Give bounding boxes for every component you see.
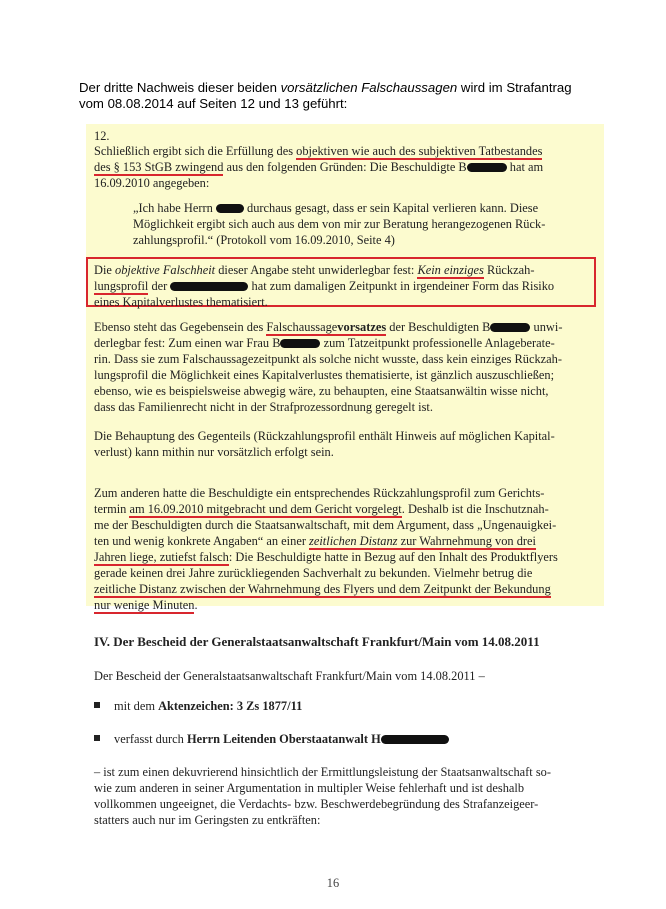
text: ten und wenig konkrete Angaben“ an einer [94, 534, 310, 548]
redaction-mark [490, 323, 530, 332]
text: Rückzah- [483, 263, 535, 277]
text: dieser Angabe steht unwiderlegbar fest: [215, 263, 418, 277]
highlight-underline: lungsprofil [94, 279, 149, 293]
text: verfasst durch [114, 732, 187, 746]
quote-paragraph-4 [94, 485, 597, 613]
text: Die Behauptung des Gegenteils (Rückzahlungsprofil enthält Hinweis auf möglichen Kapital- [94, 429, 555, 443]
section-heading: IV. Der Bescheid der Generalstaatsanwaltschaft Frankfurt/Main vom 14.08.2011 [94, 634, 540, 649]
redaction-mark [216, 204, 244, 213]
bold-text: Herrn Leitenden Oberstaatanwalt H [186, 732, 381, 746]
text: Die [94, 263, 115, 277]
text: Schließlich ergibt sich die Erfüllung des [94, 144, 297, 158]
highlight-underline: Jahren liege, zutiefst falsch [94, 550, 229, 564]
highlight-underline: zeitlichen Distanz [309, 534, 398, 548]
text: zahlungsprofil.“ (Protokoll vom 16.09.2010, Seite 4) [133, 233, 395, 247]
bullet-icon [94, 735, 100, 741]
quote-paragraph-3 [94, 428, 597, 460]
text: verlust) kann mithin nur vorsätzlich erfolgt sein. [94, 445, 334, 459]
highlight-underline: nur wenige Minuten [94, 598, 195, 612]
text: derlegbar fest: Zum einen war Frau B [94, 336, 281, 350]
redaction-mark [280, 339, 320, 348]
text: vollkommen ungeeignet, die Verdachts- bzw. Beschwerdebegründung des Strafanzeigeer- [94, 797, 539, 811]
text: zum Tatzeitpunkt professionelle Anlageberate- [320, 336, 555, 350]
block-quote [133, 200, 590, 248]
text: Möglichkeit ergibt sich auch aus dem von mir zur Beratung herangezogenen Rück- [133, 217, 546, 231]
text: Falschaussage [266, 320, 338, 334]
text: eines Kapitalverlustes thematisiert. [94, 295, 268, 309]
text: termin [94, 502, 130, 516]
section-intro-line: Der Bescheid der Generalstaatsanwaltschaft Frankfurt/Main vom 14.08.2011 – [94, 669, 485, 683]
text: „Ich habe Herrn [133, 201, 216, 215]
intro-paragraph [79, 80, 619, 112]
page-number: 16 [326, 876, 340, 890]
quote-paragraph-1 [94, 143, 597, 191]
final-paragraph [94, 764, 597, 828]
intro-text: wird im Strafantrag [457, 80, 572, 95]
text: durchaus gesagt, dass er sein Kapital verlieren kann. Diese [243, 201, 539, 215]
text: ebenso, wie es beispielsweise abwegig wäre, zu behaupten, eine Staatsanwältin wisse nicht, [94, 384, 549, 398]
intro-emphasis: vorsätzlichen Falschaussagen [280, 80, 458, 95]
bullet-item-author [94, 732, 449, 747]
highlight-underline [266, 320, 386, 336]
text: der Beschuldigten B [386, 320, 491, 334]
text: : Die Beschuldigte hatte in Bezug auf den Inhalt des Produktflyers [228, 550, 558, 564]
redaction-mark [170, 282, 248, 291]
bullet-icon [94, 702, 100, 708]
text: rin. Dass sie zum Falschaussagezeitpunkt als solche nicht wusste, dass kein einziges Rückzah- [94, 352, 562, 366]
text: 16.09.2010 angegeben: [94, 176, 210, 190]
quote-paragraph-2 [94, 319, 597, 415]
redaction-mark [381, 735, 449, 744]
text: . Deshalb ist die Inschutznah- [401, 502, 549, 516]
text: aus den folgenden Gründen: Die Beschuldigte B [223, 160, 467, 174]
highlight-underline: des § 153 StGB zwingend [94, 160, 224, 174]
framed-paragraph [94, 262, 597, 310]
bold-text: Aktenzeichen: 3 Zs 1877/11 [158, 699, 303, 713]
text: – ist zum einen dekuvrierend hinsichtlich der Ermittlungsleistung der Staatsanwaltschaft so- [94, 765, 551, 779]
text: lungsprofil die Möglichkeit eines Kapitalverlustes thematisierte, ist gänzlich auszuschließen; [94, 368, 555, 382]
section-number: 12. [94, 129, 110, 143]
text: hat zum damaligen Zeitpunkt in irgendeiner Form das Risiko [248, 279, 555, 293]
intro-text: Der dritte Nachweis dieser beiden [79, 80, 281, 95]
text: wie zum anderen in seiner Argumentation in multipler Weise fehlerhaft und ist deshalb [94, 781, 525, 795]
text: Zum anderen hatte die Beschuldigte ein entsprechendes Rückzahlungsprofil zum Gerichts- [94, 486, 545, 500]
text: gerade keinen drei Jahre zurückliegenden Sachverhalt zu bekunden. Vielmehr betrug die [94, 566, 533, 580]
highlight-underline: objektiven wie auch des subjektiven Tatbestandes [296, 144, 543, 158]
highlight-underline: am 16.09.2010 mitgebracht und dem Gericht vorgelegt [129, 502, 402, 516]
text: me der Beschuldigten durch die Staatsanwaltschaft, mit dem Argument, dass „Ungenauigkei- [94, 518, 557, 532]
text: . [194, 598, 198, 612]
intro-text: vom 08.08.2014 auf Seiten 12 und 13 geführt: [79, 96, 348, 111]
redaction-mark [467, 163, 507, 172]
text: statters auch nur im Geringsten zu entkräften: [94, 813, 321, 827]
text: hat am [506, 160, 544, 174]
bold-text: vorsatzes [337, 320, 387, 334]
text: mit dem [114, 699, 159, 713]
text: der [148, 279, 171, 293]
text: unwi- [530, 320, 563, 334]
emphasis: objektive Falschheit [115, 263, 216, 277]
highlight-underline: Kein einziges [417, 263, 484, 277]
text: dass das Familienrecht nicht in der Strafprozessordnung geregelt ist. [94, 400, 433, 414]
highlight-underline: zeitliche Distanz zwischen der Wahrnehmung des Flyers und dem Zeitpunkt der Bekundung [94, 582, 551, 596]
bullet-item-reference [94, 699, 302, 714]
highlight-underline: zur Wahrnehmung von drei [397, 534, 536, 548]
text: Ebenso steht das Gegebensein des [94, 320, 267, 334]
